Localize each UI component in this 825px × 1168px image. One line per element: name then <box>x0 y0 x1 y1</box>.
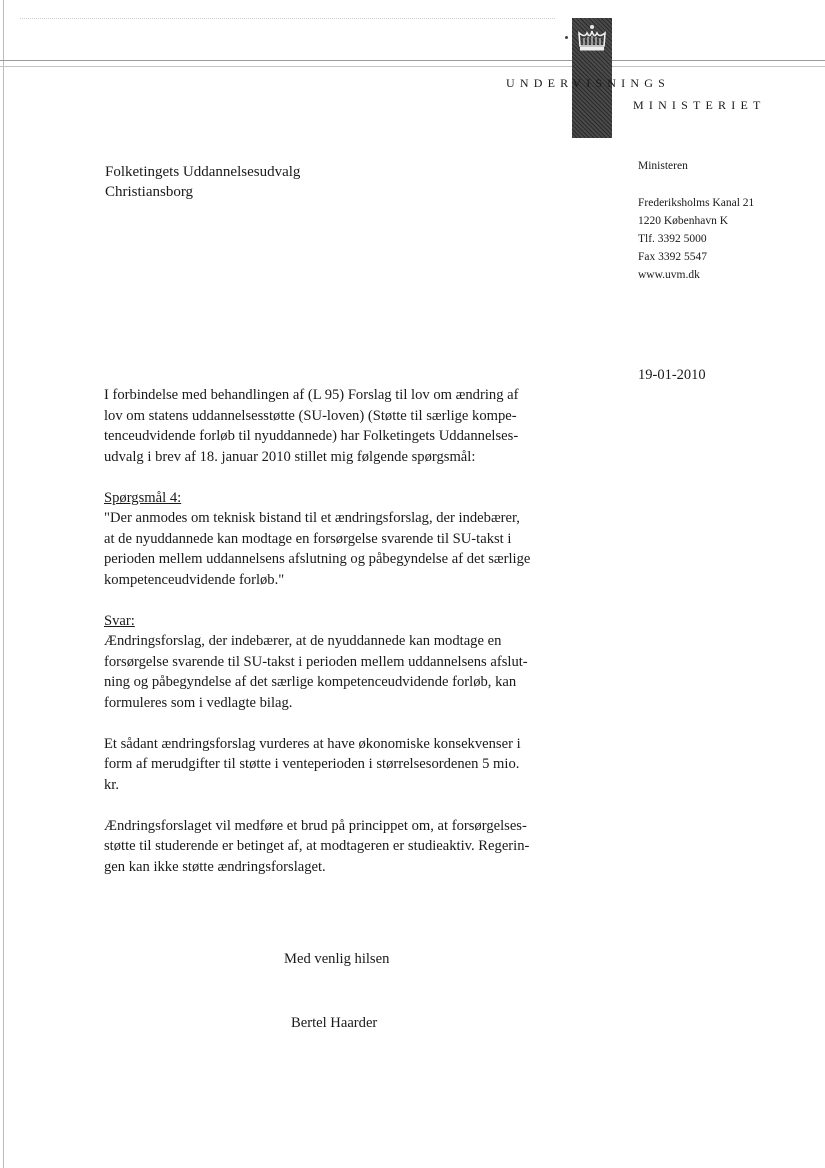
sender-title: Ministeren <box>638 160 688 172</box>
sender-website: www.uvm.dk <box>638 269 700 281</box>
intro-line: udvalg i brev af 18. januar 2010 stillet mig følgende spørgsmål: <box>104 448 476 465</box>
sender-city: 1220 København K <box>638 215 729 227</box>
intro-line: I forbindelse med behandlingen af (L 95) Forslag til lov om ændring af <box>104 387 519 403</box>
answer-line: formuleres som i vedlagte bilag. <box>104 694 293 711</box>
scan-edge <box>3 0 4 1168</box>
sender-address <box>638 194 754 284</box>
answer-line: ning og påbegyndelse af det særlige kompetenceudvidende forløb, kan <box>104 674 517 690</box>
header-rule <box>0 60 825 61</box>
question-line: perioden mellem uddannelsens afslutning og påbegyndelse af det særlige <box>104 551 531 567</box>
header-rule-secondary <box>0 66 825 67</box>
crown-icon <box>576 24 608 54</box>
answer-heading: Svar: <box>104 612 135 629</box>
answer-line: kr. <box>104 776 119 793</box>
recipient-block <box>105 162 300 202</box>
intro-line: lov om statens uddannelsesstøtte (SU-loven) (Støtte til særlige kompe- <box>104 407 517 424</box>
answer-line: form af merudgifter til støtte i venteperioden i størrelsesordenen 5 mio. <box>104 756 520 772</box>
logo-text-line1: UNDERVISNINGS <box>506 76 670 90</box>
question-line: at de nyuddannede kan modtage en forsørgelse svarende til SU-takst i <box>104 530 512 547</box>
logo-dot <box>565 36 568 39</box>
closing-greeting: Med venlig hilsen <box>284 951 390 967</box>
letter-body <box>104 385 594 877</box>
question-heading: Spørgsmål 4: <box>104 489 182 506</box>
answer-line: gen kan ikke støtte ændringsforslaget. <box>104 858 326 875</box>
logo-text-line2: MINISTERIET <box>633 98 766 112</box>
recipient-name: Folketingets Uddannelsesudvalg <box>105 164 301 180</box>
sender-fax: Fax 3392 5547 <box>638 251 707 263</box>
signature-name: Bertel Haarder <box>291 1015 378 1031</box>
scan-dotted-line <box>20 18 555 19</box>
recipient-location: Christiansborg <box>105 184 194 200</box>
intro-line: tenceudvidende forløb til nyuddannede) har Folketingets Uddannelses- <box>104 428 519 444</box>
answer-line: Et sådant ændringsforslag vurderes at have økonomiske konsekvenser i <box>104 735 521 752</box>
answer-line: støtte til studerende er betinget af, at modtageren er studieaktiv. Regerin- <box>104 838 530 854</box>
question-line: kompetenceudvidende forløb." <box>104 571 285 588</box>
sender-phone: Tlf. 3392 5000 <box>638 233 707 245</box>
answer-line: Ændringsforslag, der indebærer, at de nyuddannede kan modtage en <box>104 633 502 649</box>
sender-street: Frederiksholms Kanal 21 <box>638 197 755 209</box>
letter-date: 19-01-2010 <box>638 367 706 383</box>
question-line: "Der anmodes om teknisk bistand til et ændringsforslag, der indebærer, <box>104 510 520 526</box>
answer-line: Ændringsforslaget vil medføre et brud på princippet om, at forsørgelses- <box>104 817 527 834</box>
answer-line: forsørgelse svarende til SU-takst i perioden mellem uddannelsens afslut- <box>104 653 528 670</box>
